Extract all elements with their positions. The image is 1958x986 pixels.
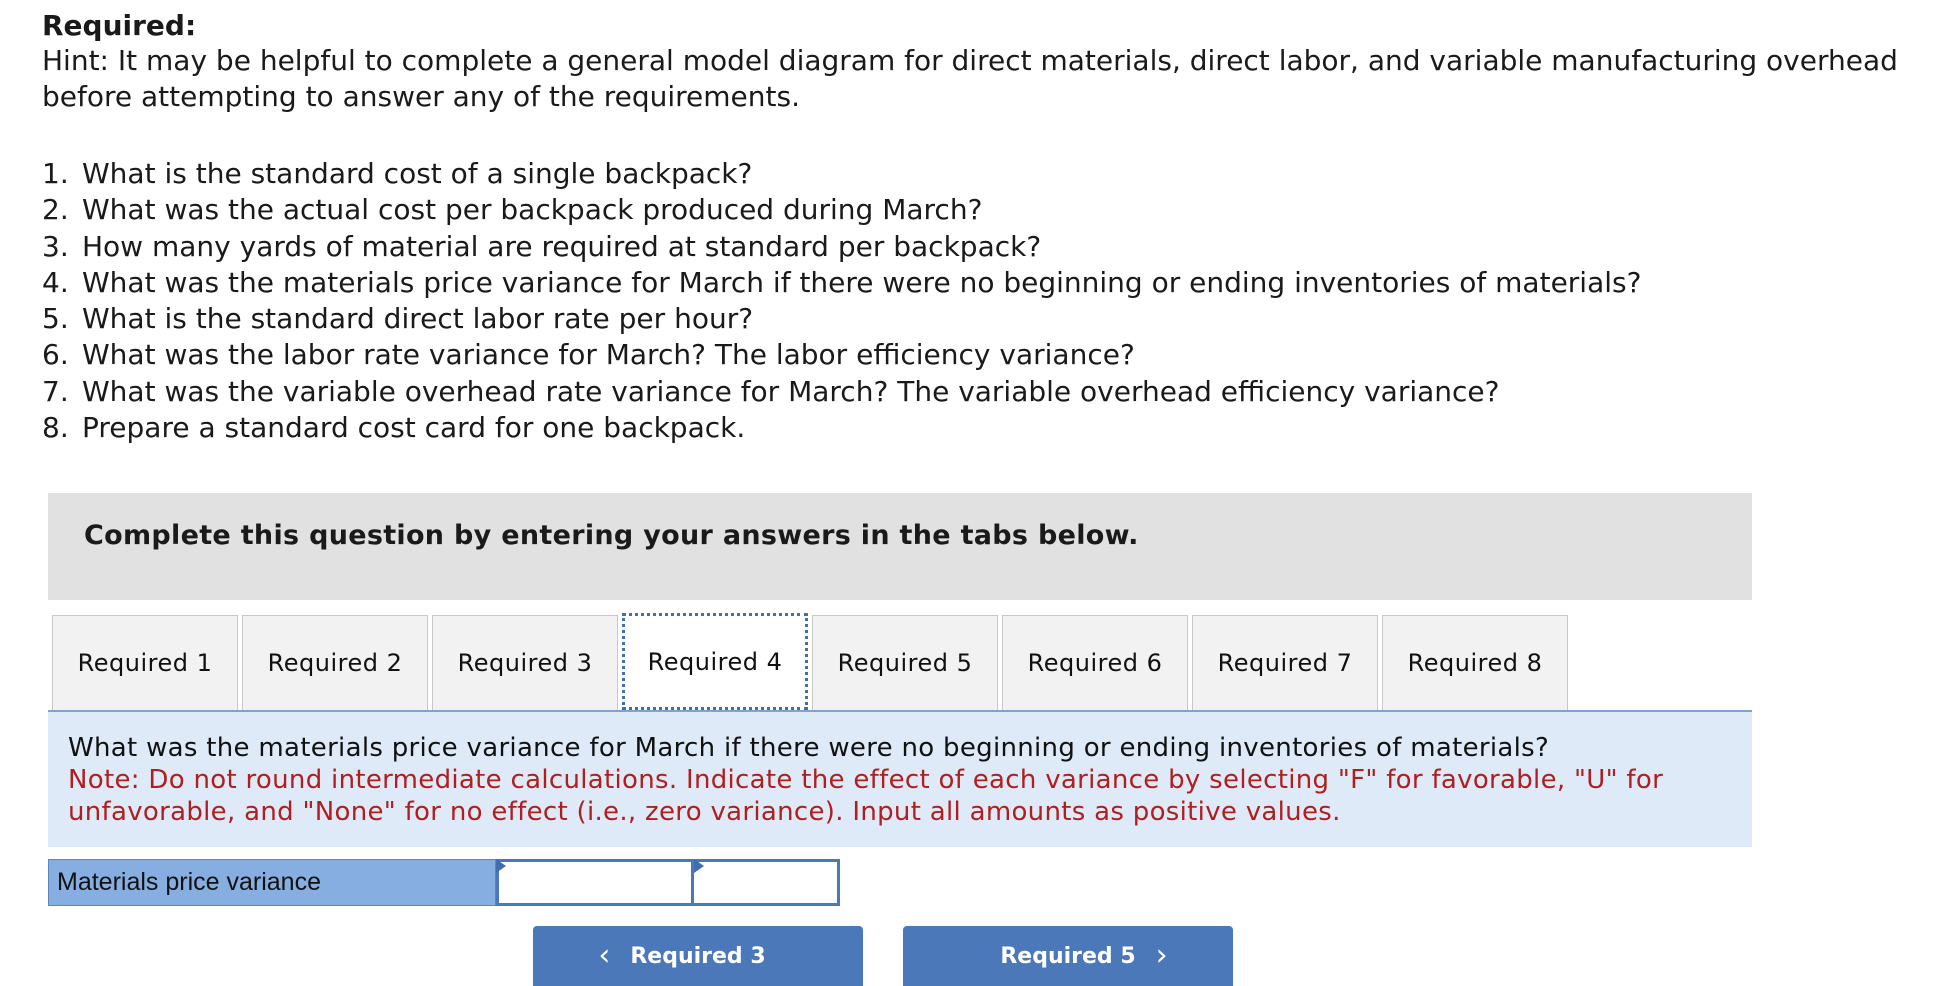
- list-item-number: 8.: [42, 411, 69, 445]
- answer-row: [48, 859, 840, 906]
- list-item-text: What was the materials price variance for March if there were no beginning or ending inventories of materials?: [82, 265, 1642, 299]
- list-item-number: 7.: [42, 374, 69, 408]
- list-item: [42, 301, 1641, 337]
- list-item-text: What was the actual cost per backpack produced during March?: [82, 193, 983, 227]
- variance-amount-input[interactable]: [496, 859, 694, 906]
- tab-required-1[interactable]: Required 1: [52, 615, 238, 710]
- next-required-button[interactable]: [903, 926, 1233, 986]
- instruction-panel: [48, 493, 1752, 600]
- note-text: Note: Do not round intermediate calculations. Indicate the effect of each variance by selecting "F" for favorable, "U" for unfavorable, and "None" for no effect (i.e., zero variance). Input all amounts as positive values.: [68, 765, 1664, 827]
- chevron-left-icon: ‹: [598, 938, 611, 973]
- tab-required-3[interactable]: Required 3: [432, 615, 618, 710]
- list-item-number: 1.: [42, 157, 69, 190]
- list-item: [42, 192, 1641, 228]
- list-item-number: 5.: [42, 302, 69, 336]
- list-item-number: 4.: [42, 265, 69, 299]
- list-item: [42, 156, 1641, 192]
- list-item-text: What was the variable overhead rate variance for March? The variable overhead efficiency variance?: [82, 374, 1500, 408]
- tab-required-8[interactable]: Required 8: [1382, 615, 1568, 710]
- list-item: [42, 337, 1641, 373]
- requirements-list: [42, 156, 1641, 446]
- list-item-text: What is the standard direct labor rate per hour?: [82, 302, 754, 336]
- list-item: [42, 374, 1641, 410]
- answer-label: Materials price variance: [48, 859, 496, 906]
- tab-required-5[interactable]: Required 5: [812, 615, 998, 710]
- list-item: [42, 229, 1641, 265]
- list-item-text: Prepare a standard cost card for one backpack.: [82, 411, 746, 445]
- tab-required-7[interactable]: Required 7: [1192, 615, 1378, 710]
- list-item-text: What is the standard cost of a single backpack?: [82, 157, 753, 190]
- hint-text: Hint: It may be helpful to complete a general model diagram for direct materials, direct labor, and variable manufacturing overhead before attempting to answer any of the requirements.: [42, 44, 1898, 113]
- tab-required-6[interactable]: Required 6: [1002, 615, 1188, 710]
- list-item-text: How many yards of material are required at standard per backpack?: [82, 229, 1042, 263]
- question-panel: [48, 710, 1752, 847]
- prev-required-button[interactable]: [533, 926, 863, 986]
- list-item-number: 2.: [42, 193, 69, 227]
- list-item: [42, 265, 1641, 301]
- instruction-text: Complete this question by entering your answers in the tabs below.: [84, 520, 1139, 551]
- prev-button-label: Required 3: [630, 943, 766, 969]
- list-item-text: What was the labor rate variance for March? The labor efficiency variance?: [82, 338, 1135, 372]
- chevron-right-icon: ›: [1155, 938, 1168, 973]
- required-heading: Required:: [42, 9, 197, 42]
- tab-required-4[interactable]: Required 4: [622, 613, 808, 710]
- effect-input-wrapper: [694, 859, 840, 906]
- list-item-number: 3.: [42, 229, 69, 263]
- requirement-tabs: [52, 615, 1572, 710]
- variance-effect-select[interactable]: [694, 859, 840, 906]
- amount-input-wrapper: [496, 859, 694, 906]
- next-button-label: Required 5: [1000, 943, 1136, 969]
- list-item-number: 6.: [42, 338, 69, 372]
- tab-required-2[interactable]: Required 2: [242, 615, 428, 710]
- list-item: [42, 410, 1641, 446]
- question-text: What was the materials price variance for March if there were no beginning or ending inventories of materials?: [68, 733, 1550, 763]
